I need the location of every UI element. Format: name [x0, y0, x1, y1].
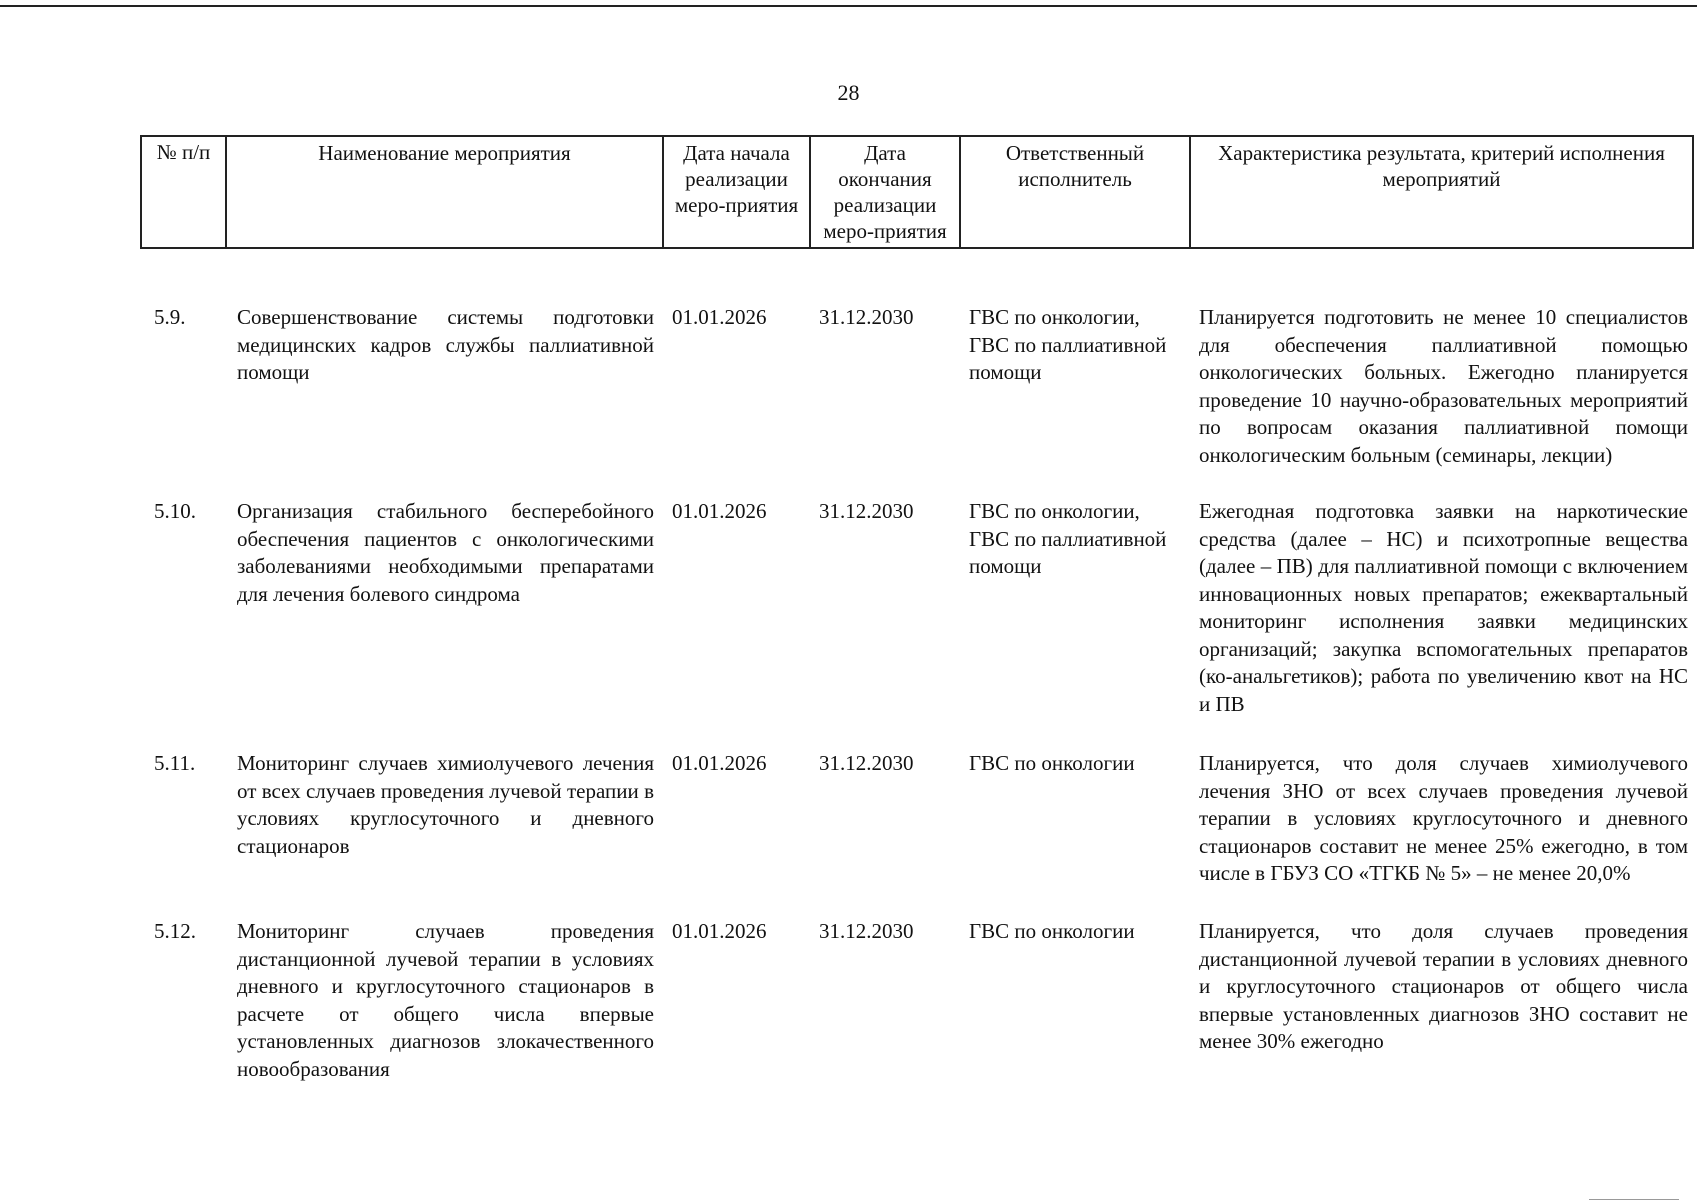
row-number: 5.11. — [154, 751, 196, 775]
activity-name: Мониторинг случаев проведения дистанционной лучевой терапии в условиях дневного и круглосуточного стационаров в расчете от общего числа впервые установленных диагнозов злокачественного новообразования — [237, 919, 654, 1081]
header-row — [141, 136, 1693, 248]
table-row — [140, 918, 1692, 1088]
end-date: 31.12.2030 — [819, 919, 914, 943]
header-responsible: Ответственный исполнитель — [960, 136, 1190, 248]
table-header — [140, 135, 1694, 249]
start-date: 01.01.2026 — [672, 305, 767, 329]
result-description: Планируется подготовить не менее 10 специалистов для обеспечения паллиативной помощью онкологических больных. Ежегодно планируется проведение 10 научно-образовательных мероприятий по вопросам оказания паллиативной помощи онкологическим больным (семинары, лекции) — [1199, 305, 1688, 467]
responsible: ГВС по онкологии, ГВС по паллиативной помощи — [969, 499, 1167, 578]
result-description: Ежегодная подготовка заявки на наркотические средства (далее – НС) и психотропные вещества (далее – ПВ) для паллиативной помощи с включением инновационных новых препаратов; ежеквартальный мониторинг исполнения заявки медицинских организаций; закупка вспомогательных препаратов (ко-анальгетиков); работа по увеличению квот на НС и ПВ — [1199, 499, 1688, 716]
result-description: Планируется, что доля случаев проведения дистанционной лучевой терапии в условиях дневного и круглосуточного стационаров от общего числа впервые установленных диагнозов ЗНО составит не менее 30% ежегодно — [1199, 919, 1688, 1053]
table-row — [140, 498, 1692, 750]
start-date: 01.01.2026 — [672, 499, 767, 523]
activity-name: Совершенствование системы подготовки медицинских кадров службы паллиативной помощи — [237, 305, 654, 384]
row-number: 5.12. — [154, 919, 196, 943]
end-date: 31.12.2030 — [819, 751, 914, 775]
end-date: 31.12.2030 — [819, 499, 914, 523]
result-description: Планируется, что доля случаев химиолучевого лечения ЗНО от всех случаев проведения лучевой терапии в условиях круглосуточного и дневного стационаров составит не менее 25% ежегодно, в том числе в ГБУЗ СО «ТГКБ № 5» – не менее 20,0% — [1199, 751, 1688, 885]
activity-name: Мониторинг случаев химиолучевого лечения от всех случаев проведения лучевой терапии в условиях круглосуточного и дневного стационаров — [237, 751, 654, 858]
top-rule — [0, 5, 1697, 7]
row-number: 5.9. — [154, 305, 186, 329]
header-name: Наименование мероприятия — [226, 136, 663, 248]
table-row — [140, 304, 1692, 498]
activity-name: Организация стабильного бесперебойного обеспечения пациентов с онкологическими заболеваниями необходимыми препаратами для лечения болевого синдрома — [237, 499, 654, 606]
end-date: 31.12.2030 — [819, 305, 914, 329]
table-row — [140, 750, 1692, 918]
page-number: 28 — [837, 80, 860, 105]
table-body — [140, 304, 1692, 1088]
row-number: 5.10. — [154, 499, 196, 523]
start-date: 01.01.2026 — [672, 919, 767, 943]
responsible: ГВС по онкологии, ГВС по паллиативной помощи — [969, 305, 1167, 384]
header-result: Характеристика результата, критерий исполнения мероприятий — [1190, 136, 1693, 248]
start-date: 01.01.2026 — [672, 751, 767, 775]
responsible: ГВС по онкологии — [969, 751, 1135, 775]
header-end-date: Дата окончания реализации меро-приятия — [810, 136, 960, 248]
header-num: № п/п — [141, 136, 226, 248]
responsible: ГВС по онкологии — [969, 919, 1135, 943]
header-start-date: Дата начала реализации меро-приятия — [663, 136, 810, 248]
